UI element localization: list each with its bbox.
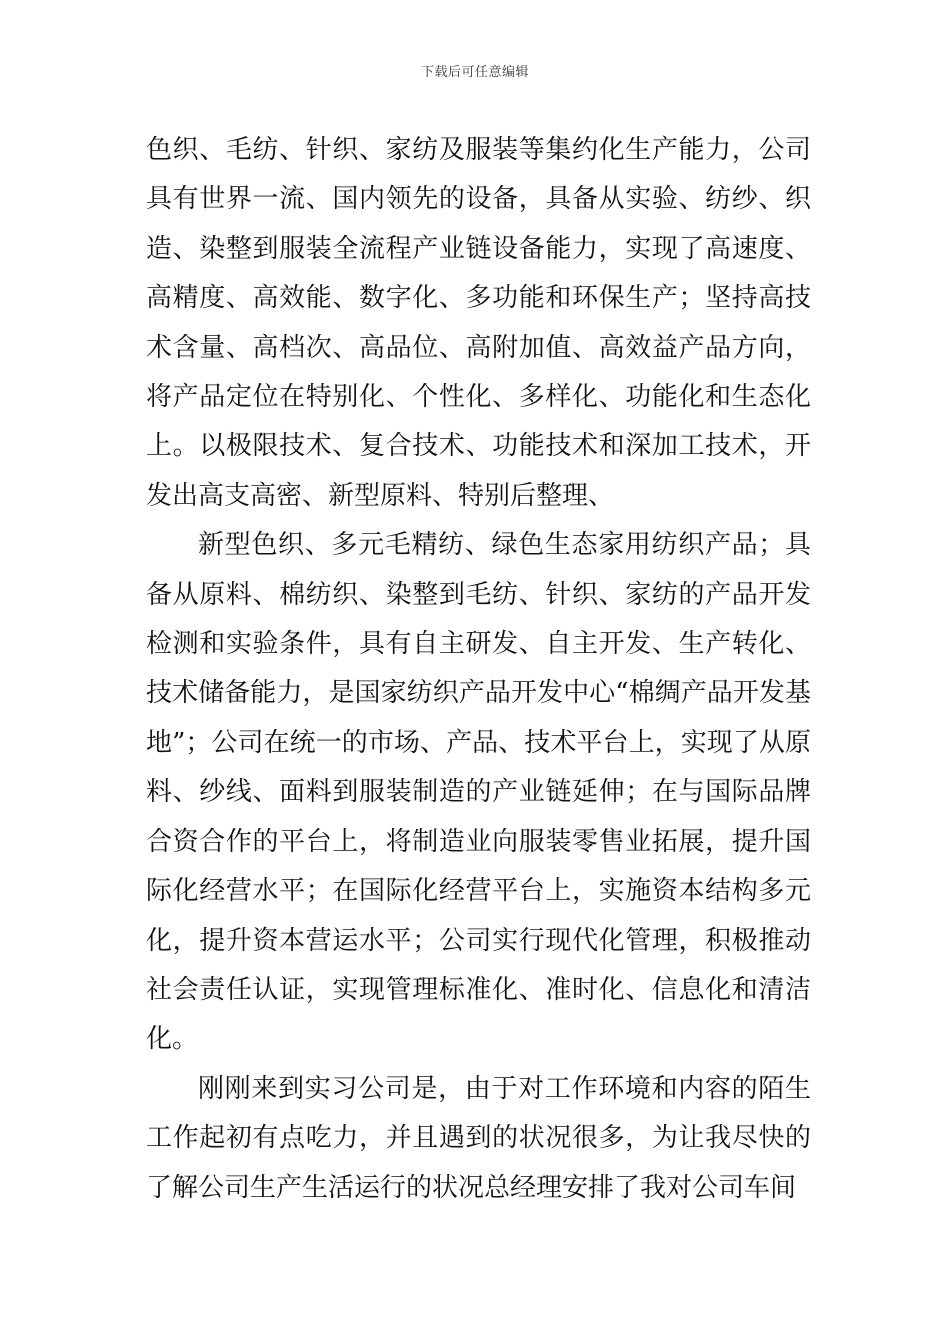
paragraph-1: 色织、毛纺、针织、家纺及服装等集约化生产能力，公司具有世界一流、国内领先的设备，具备从实验、纺纱、织造、染整到服装全流程产业链设备能力，实现了高速度、高精度、高效能、数字化、多功能和环保生产；坚持高技术含量、高档次、高品位、高附加值、高效益产品方向，将产品定位在特别化、个性化、多样化、功能化和生态化上。以极限技术、复合技术、功能技术和深加工技术，开发出高支高密、新型原料、特别后整理、 (146, 135, 811, 511)
paragraph-3: 刚刚来到实习公司是，由于对工作环境和内容的陌生工作起初有点吃力，并且遇到的状况很多，为让我尽快的了解公司生产生活运行的状况总经理安排了我对公司车间 (146, 1073, 811, 1203)
paragraph-2: 新型色织、多元毛精纺、绿色生态家用纺织产品；具备从原料、棉纺织、染整到毛纺、针织、家纺的产品开发检测和实验条件，具有自主研发、自主开发、生产转化、技术储备能力，是国家纺织产品开发中心“棉绸产品开发基地”；公司在统一的市场、产品、技术平台上，实现了从原料、纱线、面料到服装制造的产业链延伸；在与国际品牌合资合作的平台上，将制造业向服装零售业拓展，提升国际化经营水平；在国际化经营平台上，实施资本结构多元化，提升资本营运水平；公司实行现代化管理，积极推动社会责任认证，实现管理标准化、准时化、信息化和清洁化。 (146, 530, 811, 1055)
document-body (146, 126, 811, 1213)
page-header: 下载后可任意编辑 (420, 65, 529, 80)
